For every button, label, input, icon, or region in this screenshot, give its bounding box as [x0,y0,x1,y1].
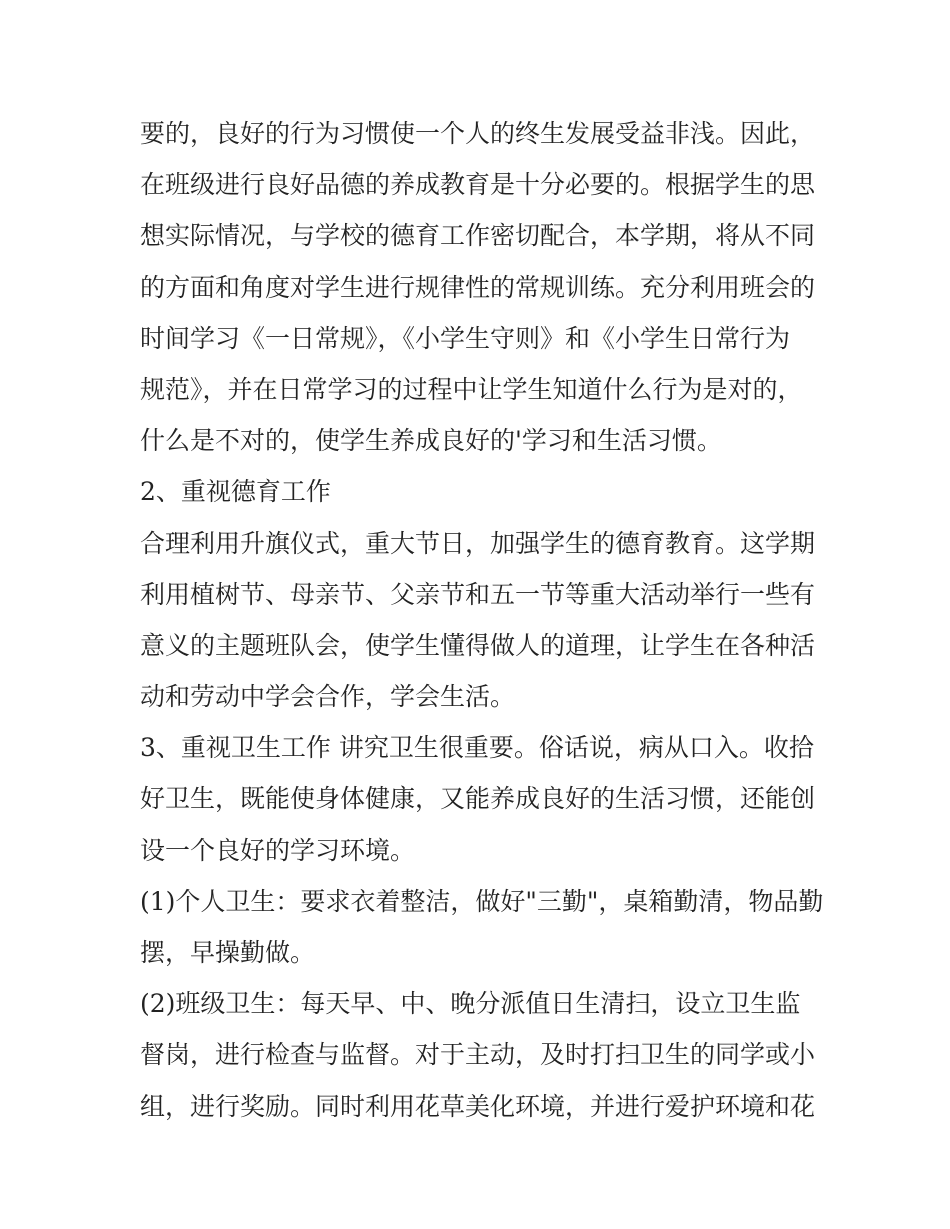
text-line: 的方面和角度对学生进行规律性的常规训练。充分利用班会的 [140,272,816,302]
text-line: 意义的主题班队会，使学生懂得做人的道理，让学生在各种活 [140,630,816,660]
text-line: 摆，早操勤做。 [140,938,316,967]
text-line: 督岗，进行检查与监督。对于主动，及时打扫卫生的同学或小 [140,1040,816,1070]
text-line: 想实际情况，与学校的德育工作密切配合，本学期，将从不同 [140,221,816,251]
section-heading: 3、重视卫生工作 讲究卫生很重要。俗话说，病从口入。收拾 [140,733,814,763]
list-item-line: (1)个人卫生：要求衣着整洁，做好"三勤"，桌箱勤清，物品勤 [140,886,824,916]
document-body [140,108,824,1132]
text-line: 合理利用升旗仪式，重大节日，加强学生的德育教育。这学期 [140,528,816,558]
text-line: 时间学习《一日常规》，《小学生守则》和《小学生日常行为 [140,323,791,353]
text-line: 在班级进行良好品德的养成教育是十分必要的。根据学生的思 [140,170,816,200]
section-heading: 2、重视德育工作 [140,477,331,507]
text-line: 组，进行奖励。同时利用花草美化环境，并进行爱护环境和花 [140,1091,816,1121]
text-line: 要的，良好的行为习惯使一个人的终生发展受益非浅。因此， [140,119,816,148]
text-line: 规范》，并在日常学习的过程中让学生知道什么行为是对的， [140,374,803,404]
text-line: 什么是不对的，使学生养成良好的'学习和生活习惯。 [140,426,722,456]
text-line: 动和劳动中学会合作，学会生活。 [140,682,516,712]
text-line: 设一个良好的学习环境。 [140,835,416,865]
text-line: 利用植树节、母亲节、父亲节和五一节等重大活动举行一些有 [140,579,816,609]
text-line: 好卫生，既能使身体健康，又能养成良好的生活习惯，还能创 [140,784,816,814]
list-item-line: (2)班级卫生：每天早、中、晚分派值日生清扫，设立卫生监 [140,989,801,1019]
